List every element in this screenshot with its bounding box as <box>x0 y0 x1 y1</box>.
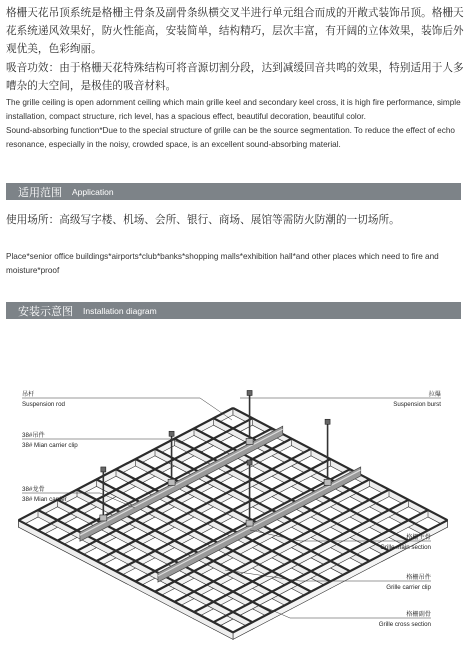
grille-cross-edge <box>233 408 448 520</box>
carrier-clip <box>100 515 107 521</box>
intro-cn-paragraph-2: 吸音功效：由于格栅天花特殊结构可将音源切割分段，达到减缓回音共鸣的效果，特别适用于人多嘈杂的大空间，是极佳的吸音材料。 <box>6 61 464 92</box>
intro-en-paragraph-2: Sound-absorbing function*Due to the special structure of grille can be the source segmentation. To reduce the effect of echo resonance, especially in the noisy, crowded space, is an excellent sound-absorbing material. <box>6 126 455 149</box>
intro-cn-paragraph-1: 格栅天花吊顶系统是格栅主骨条及副骨条纵横交叉半进行单元组合而成的开敞式装饰吊顶。格栅天花系统递风效果好，防火性能高，安装简单，结构精巧，层次丰富，有开阔的立体效果，装饰后外观优美，色彩绚丽。 <box>6 7 464 56</box>
intro-chinese <box>6 4 464 95</box>
label-keel-cn: 38#龙骨 <box>22 486 45 493</box>
suspension-burst <box>247 460 252 465</box>
label-burst-en: Suspension burst <box>393 401 441 408</box>
label-clip-cn: 38#吊件 <box>22 432 45 439</box>
suspension-burst <box>325 419 330 424</box>
application-section-header <box>6 183 461 200</box>
label-carrier-cn: 格栅吊件 <box>406 574 431 581</box>
application-text-cn: 使用场所：高级写字楼、机场、会所、银行、商场、展馆等需防火防潮的一切场所。 <box>6 214 400 226</box>
suspension-burst <box>247 390 252 395</box>
installation-diagram <box>0 380 469 653</box>
intro-en-paragraph-1: The grille ceiling is open adornment ceiling which main grille keel and secondary keel cross, it is high fire performance, simple installation, compact structure, rich level, has a spacious effect, beautiful decoration, beautiful color. <box>6 98 461 121</box>
label-keel-en: 38# Mian carrier <box>22 496 67 503</box>
carrier-clip <box>168 479 175 485</box>
label-burst-cn: 拉爆 <box>428 391 441 398</box>
installation-title-cn: 安装示意图 <box>18 304 73 318</box>
label-rod-en: Suspension rod <box>22 401 65 408</box>
application-text-en: Place*senior office buildings*airports*club*banks*shopping malls*exhibition hall*and other places which need to fire and moisture*proof <box>6 252 439 275</box>
carrier-clip <box>246 520 253 526</box>
label-carrier-en: Grille carrier clip <box>386 584 431 591</box>
intro-english <box>6 96 464 152</box>
grille-main-edge <box>19 408 234 520</box>
suspension-burst <box>101 467 106 472</box>
installation-section-header <box>6 302 461 319</box>
label-cross-en: Grille cross section <box>378 621 431 628</box>
label-cross-cn: 格栅副骨 <box>406 611 431 618</box>
carrier-clip <box>324 479 331 485</box>
carrier-clip <box>246 438 253 444</box>
installation-title-en: Installation diagram <box>83 305 157 316</box>
grille-grid <box>19 408 448 639</box>
suspension-burst <box>169 431 174 436</box>
label-main-en: Grille main section <box>380 544 431 551</box>
application-title-en: Application <box>72 186 114 197</box>
grille-main-edge <box>38 418 253 530</box>
label-main-cn: 格栅主骨 <box>406 534 431 541</box>
application-title-cn: 适用范围 <box>18 185 62 199</box>
grille-cross-edge <box>214 418 429 530</box>
label-rod-cn: 吊杆 <box>22 391 35 398</box>
label-clip-en: 38# Mian carrier clip <box>22 442 78 449</box>
